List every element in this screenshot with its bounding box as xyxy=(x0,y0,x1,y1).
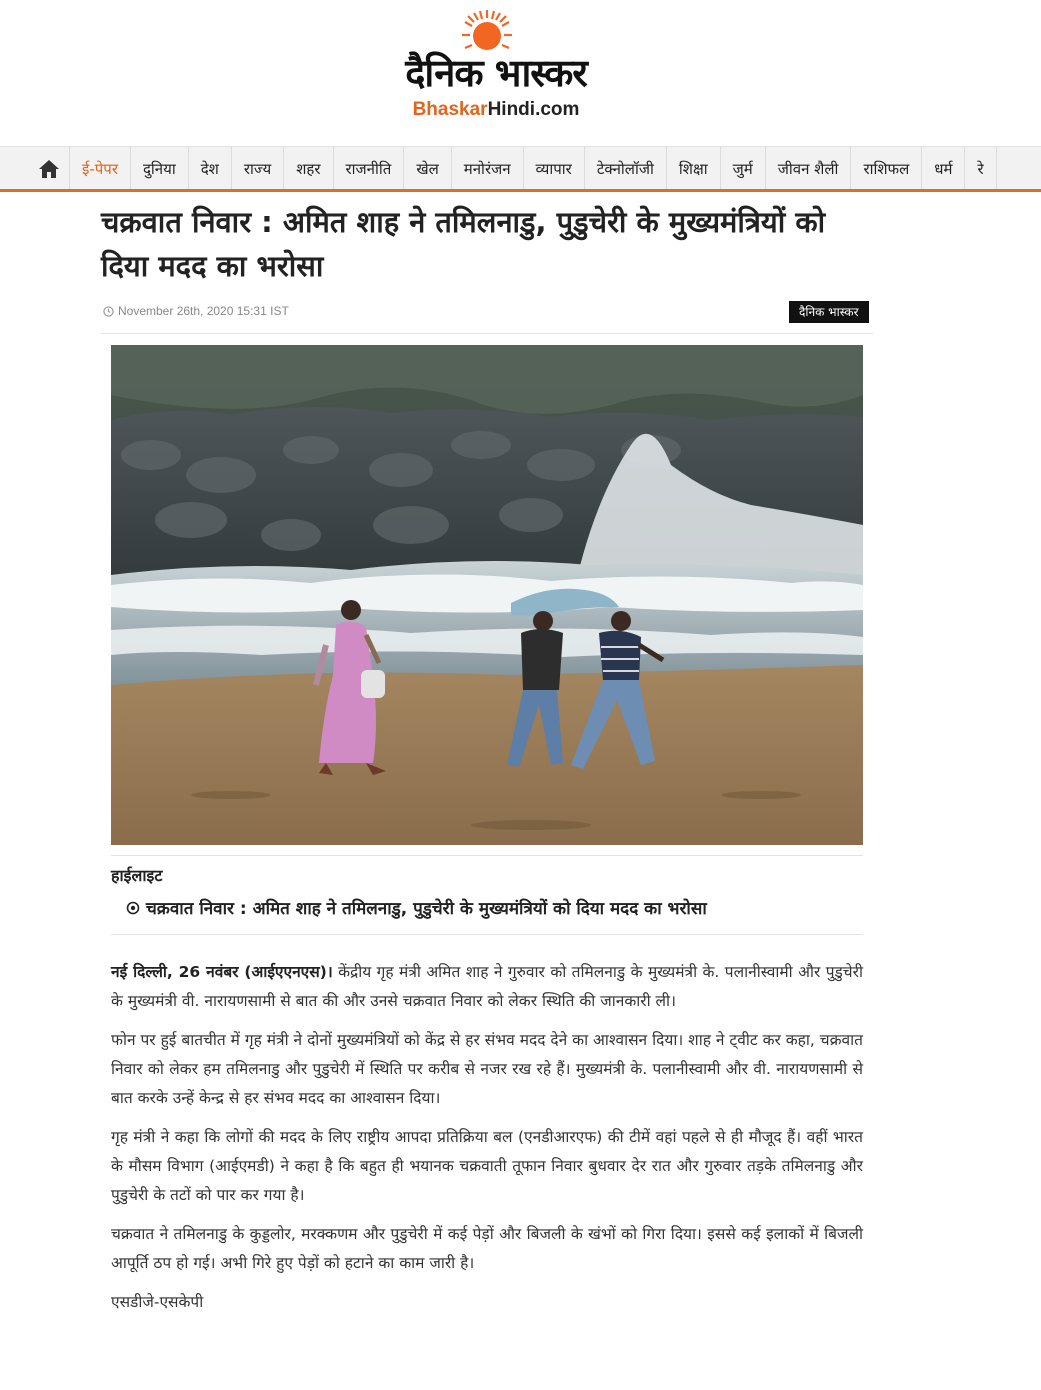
domain-part-b: Hindi.com xyxy=(487,99,580,120)
nav-item[interactable]: राजनीति xyxy=(334,147,405,190)
nav-item[interactable]: ई-पेपर xyxy=(70,147,131,190)
dateline: नई दिल्ली, 26 नवंबर (आईएएनएस)। xyxy=(111,963,333,981)
nav-item[interactable]: धर्म xyxy=(922,147,965,190)
paragraph: चक्रवात ने तमिलनाडु के कुड्डलोर, मरक्कणम और पुडुचेरी में कई पेड़ों और बिजली के खंभों को गिरा दिया। इससे कई इलाकों में बिजली आपूर्ति ठप हो गई। अभी गिरे हुए पेड़ों को हटाने का काम जारी है। xyxy=(111,1225,863,1272)
paragraph: फोन पर हुई बातचीत में गृह मंत्री ने दोनों मुख्यमंत्रियों को केंद्र से हर संभव मदद देने का आश्वासन दिया। शाह ने ट्वीट कर कहा, चक्रवात निवार को लेकर हम तमिलनाडु और पुडुचेरी में स्थिति पर करीब से नजर रख रहे हैं। मुख्यमंत्री के. पलानीस्वामी और वी. नारायणसामी से बात करके उन्हें केन्द्र से हर संभव मदद का आश्वासन दिया। xyxy=(111,1031,863,1107)
nav-home[interactable] xyxy=(28,147,70,190)
highlights-title: हाईलाइट xyxy=(111,866,163,885)
article-headline: चक्रवात निवार : अमित शाह ने तमिलनाडु, पुडुचेरी के मुख्यमंत्रियों को दिया मदद का भरोसा xyxy=(101,205,826,283)
divider xyxy=(111,855,863,856)
nav-item[interactable]: जुर्म xyxy=(721,147,766,190)
article-body xyxy=(111,958,863,1327)
nav-item[interactable]: राशिफल xyxy=(851,147,922,190)
clock-icon xyxy=(103,306,114,317)
home-icon xyxy=(38,159,60,179)
highlight-text: चक्रवात निवार : अमित शाह ने तमिलनाडु, पुडुचेरी के मुख्यमंत्रियों को दिया मदद का भरोसा xyxy=(146,899,707,919)
nav-list xyxy=(70,147,997,190)
divider xyxy=(101,333,873,334)
nav-item[interactable]: मनोरंजन xyxy=(452,147,524,190)
nav-item[interactable]: शहर xyxy=(284,147,333,190)
site-header xyxy=(0,0,1041,146)
nav-item[interactable]: जीवन शैली xyxy=(766,147,852,190)
site-logo[interactable]: दैनिक भास्कर xyxy=(405,51,587,95)
article-photo xyxy=(111,345,863,845)
nav-item[interactable]: शिक्षा xyxy=(667,147,721,190)
nav-item[interactable]: देश xyxy=(189,147,232,190)
nav-item[interactable]: व्यापार xyxy=(524,147,585,190)
article-meta xyxy=(103,304,289,318)
source-badge[interactable]: दैनिक भास्कर xyxy=(789,301,869,323)
nav-item[interactable]: राज्य xyxy=(232,147,284,190)
paragraph xyxy=(111,958,863,1016)
nav-item[interactable]: दुनिया xyxy=(131,147,189,190)
dot-circle-icon xyxy=(126,901,140,915)
domain-part-a: Bhaskar xyxy=(412,99,488,120)
site-domain[interactable] xyxy=(376,98,616,122)
highlight-item[interactable] xyxy=(126,896,707,919)
paragraph-text: केंद्रीय गृह मंत्री अमित शाह ने गुरुवार को तमिलनाडु के मुख्यमंत्री के. पलानीस्वामी और पुडुचेरी के मुख्यमंत्री वी. नारायणसामी से बात की और उनसे चक्रवात निवार को लेकर स्थिति की जानकारी ली। xyxy=(111,963,863,1010)
signoff: एसडीजे-एसकेपी xyxy=(111,1293,204,1311)
paragraph: गृह मंत्री ने कहा कि लोगों की मदद के लिए राष्ट्रीय आपदा प्रतिक्रिया बल (एनडीआरएफ) की टीमें वहां पहले से ही मौजूद हैं। वहीं भारत के मौसम विभाग (आईएमडी) ने कहा है कि बहुत ही भयानक चक्रवाती तूफान निवार बुधवार देर रात और गुरुवार तड़के तमिलनाडु और पुडुचेरी के तटों को पार कर गया है। xyxy=(111,1128,863,1204)
publish-date: November 26th, 2020 15:31 IST xyxy=(118,304,289,318)
main-nav xyxy=(0,146,1041,192)
nav-item[interactable]: टेक्नोलॉजी xyxy=(585,147,667,190)
nav-item[interactable]: खेल xyxy=(404,147,451,190)
divider xyxy=(111,934,863,935)
nav-item[interactable]: रे xyxy=(965,147,996,190)
